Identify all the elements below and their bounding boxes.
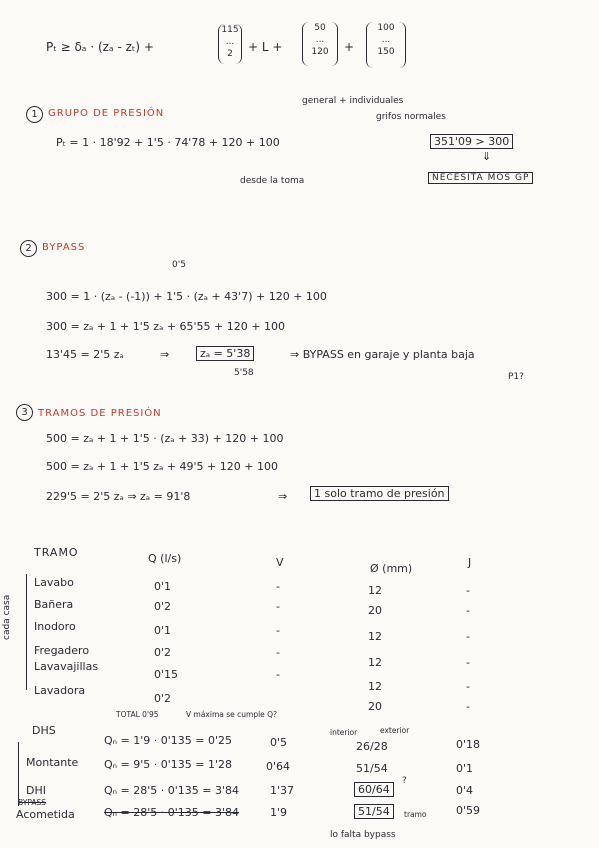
section-3-title: TRAMOS DE PRESIÓN — [38, 408, 162, 419]
total-note: V máxima se cumple Q? — [186, 710, 278, 719]
note-general: general + individuales — [302, 96, 404, 106]
row-j: - — [466, 680, 470, 693]
dhs-q: Qₙ = 1'9 · 0'135 = 0'25 — [104, 734, 233, 747]
row-q: 0'2 — [154, 600, 172, 613]
acometida-j: 0'59 — [456, 804, 481, 817]
s2-line-3c: ⇒ BYPASS en garaje y planta baja — [290, 348, 475, 361]
matrix-1-mid: ... — [225, 37, 235, 47]
s1-desde: desde la toma — [240, 176, 305, 186]
matrix-1 — [218, 24, 242, 64]
row-j: - — [466, 656, 470, 669]
montante-v: 0'64 — [266, 760, 291, 773]
matrix-3-top: 100 — [377, 23, 395, 33]
s1-result: 351'09 > 300 — [430, 134, 513, 149]
row-q: 0'2 — [154, 646, 172, 659]
row-name: Bañera — [34, 598, 74, 611]
row-q: 0'1 — [154, 580, 172, 593]
note-interior: interior — [330, 728, 358, 737]
dhi-q: Qₙ = 28'5 · 0'135 = 3'84 — [104, 784, 240, 797]
row-d: 12 — [368, 630, 382, 643]
dhi-name: DHI — [26, 784, 46, 797]
col-v: V — [276, 556, 284, 569]
row-d: 12 — [368, 680, 382, 693]
row-name: Inodoro — [34, 620, 76, 633]
matrix-3 — [366, 22, 406, 68]
row-j: - — [466, 604, 470, 617]
matrix-2-mid: ... — [315, 35, 325, 45]
s1-equation: Pₜ = 1 · 18'92 + 1'5 · 74'78 + 120 + 100 — [56, 136, 280, 149]
row-q: 0'2 — [154, 692, 172, 705]
s2-line-1: 300 = 1 · (zₐ - (-1)) + 1'5 · (zₐ + 43'7) + 120 + 100 — [46, 290, 327, 303]
s1-arrow: ⇓ — [482, 150, 492, 163]
section-2-title: BYPASS — [42, 242, 86, 253]
row-name: Lavadora — [34, 684, 86, 697]
col-d: Ø (mm) — [370, 562, 413, 575]
montante-name: Montante — [26, 756, 79, 769]
dhs-v: 0'5 — [270, 736, 288, 749]
note-grifos: grifos normales — [376, 112, 446, 122]
matrix-3-bot: 150 — [377, 47, 395, 57]
row-v: - — [276, 580, 280, 593]
acometida-q: Qₙ = 28'5 · 0'135 = 3'84 — [104, 806, 240, 819]
bypass-label: BYPASS — [18, 798, 47, 807]
total: TOTAL 0'95 — [116, 710, 159, 719]
col-j: J — [468, 556, 472, 569]
dhs-d: 26/28 — [356, 740, 388, 753]
section-2-number: 2 — [20, 240, 37, 257]
row-v: - — [276, 600, 280, 613]
row-v: - — [276, 624, 280, 637]
formula-plus: + — [344, 40, 355, 54]
dhs-name: DHS — [32, 724, 56, 737]
dhs-j: 0'18 — [456, 738, 481, 751]
col-tramo: TRAMO — [34, 546, 79, 559]
implies-icon: ⇒ — [278, 490, 288, 503]
s3-line-3b: 1 solo tramo de presión — [310, 486, 449, 501]
row-j: - — [466, 630, 470, 643]
matrix-1-top: 115 — [221, 25, 239, 35]
row-d: 20 — [368, 604, 382, 617]
row-v: - — [276, 668, 280, 681]
row-name: Lavabo — [34, 576, 74, 589]
side-bracket — [26, 574, 27, 690]
acometida-name: Acometida — [16, 808, 75, 821]
s2-line-3a: 13'45 = 2'5 zₐ — [46, 348, 124, 361]
acometida-d: 51/54 — [354, 804, 394, 819]
row-q: 0'1 — [154, 624, 172, 637]
footer-note: lo falta bypass — [330, 830, 396, 840]
acometida-d-note: tramo — [404, 810, 427, 819]
s2-line-3b: zₐ = 5'38 — [196, 346, 254, 361]
row-name: Lavavajillas — [34, 660, 99, 673]
s3-line-3a: 229'5 = 2'5 zₐ ⇒ zₐ = 91'8 — [46, 490, 191, 503]
matrix-2 — [302, 22, 338, 66]
dhi-mark: ? — [402, 776, 407, 786]
acometida-v: 1'9 — [270, 806, 288, 819]
col-q: Q (l/s) — [148, 552, 182, 565]
row-j: - — [466, 700, 470, 713]
section-1-number: 1 — [26, 106, 43, 123]
row-d: 12 — [368, 584, 382, 597]
s2-line-2: 300 = zₐ + 1 + 1'5 zₐ + 65'55 + 120 + 100 — [46, 320, 285, 333]
implies-icon: ⇒ — [160, 348, 170, 361]
lower-bracket — [18, 742, 19, 806]
section-3-number: 3 — [16, 404, 33, 421]
row-d: 12 — [368, 656, 382, 669]
row-q: 0'15 — [154, 668, 179, 681]
s3-line-2: 500 = zₐ + 1 + 1'5 zₐ + 49'5 + 120 + 100 — [46, 460, 278, 473]
matrix-2-bot: 120 — [311, 47, 329, 57]
dhi-d: 60/64 — [354, 782, 394, 797]
matrix-2-top: 50 — [314, 23, 326, 33]
matrix-3-mid: ... — [381, 35, 391, 45]
s2-p1: P1? — [508, 372, 524, 382]
section-1-title: GRUPO DE PRESIÓN — [48, 108, 165, 119]
row-d: 20 — [368, 700, 382, 713]
s3-line-1: 500 = zₐ + 1 + 1'5 · (zₐ + 33) + 120 + 100 — [46, 432, 284, 445]
row-name: Fregadero — [34, 644, 90, 657]
row-j: - — [466, 584, 470, 597]
montante-d: 51/54 — [356, 762, 388, 775]
formula-lhs: Pₜ ≥ δₐ · (zₐ - zₜ) + — [46, 40, 154, 54]
dhi-j: 0'4 — [456, 784, 474, 797]
s2-over: 0'5 — [172, 260, 186, 270]
s2-sub: 5'58 — [234, 368, 254, 378]
side-label: cada casa — [2, 594, 12, 640]
note-exterior: exterior — [380, 726, 410, 735]
matrix-1-bot: 2 — [227, 49, 233, 59]
montante-j: 0'1 — [456, 762, 474, 775]
s1-conclusion: NECESITA MOS GP — [428, 172, 533, 184]
montante-q: Qₙ = 9'5 · 0'135 = 1'28 — [104, 758, 233, 771]
formula-mid: + L + — [248, 40, 283, 54]
dhi-v: 1'37 — [270, 784, 295, 797]
row-v: - — [276, 646, 280, 659]
